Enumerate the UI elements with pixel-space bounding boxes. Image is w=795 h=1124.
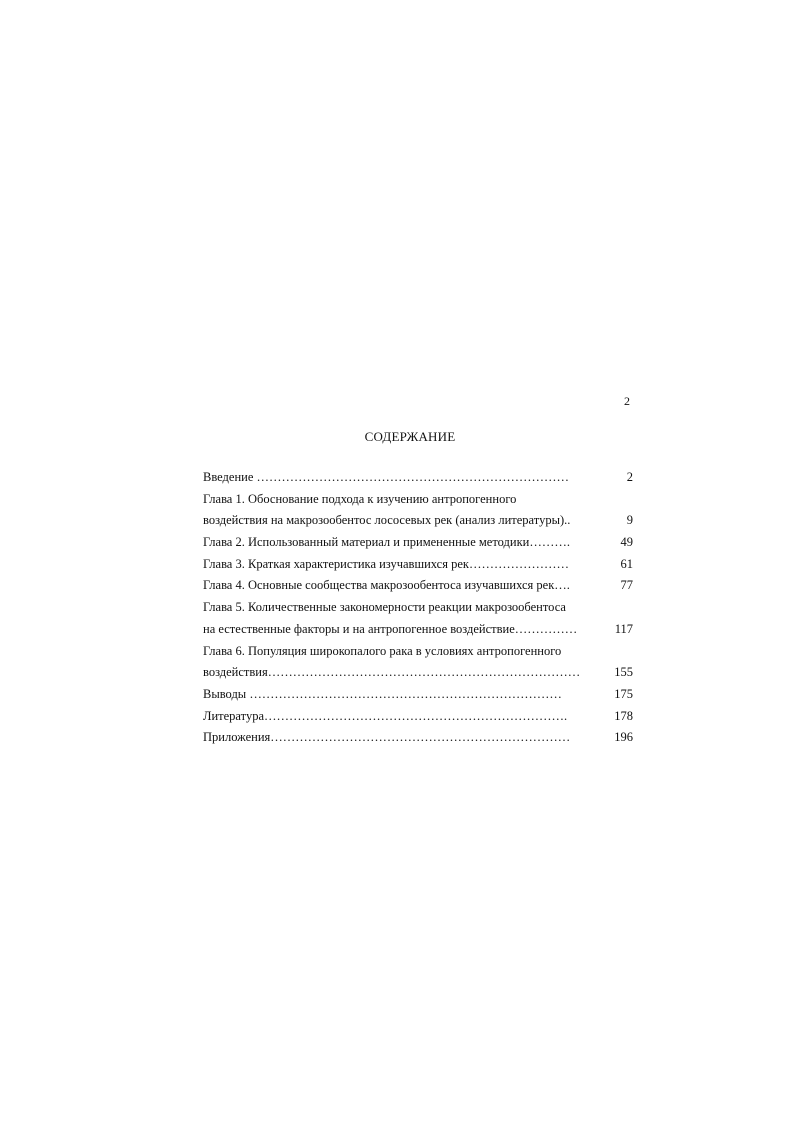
toc-entry-introduction [203, 467, 633, 489]
toc-entry-text: Глава 1. Обоснование подхода к изучению антропогенного [203, 491, 517, 506]
toc-entry-chapter-2 [203, 532, 633, 554]
toc-entry-chapter-5-line-2 [203, 619, 633, 641]
toc-entry-text: Приложения……………………………………………………………… [203, 730, 571, 745]
toc-entry-chapter-6-line-1 [203, 641, 633, 663]
toc-entry-chapter-1-line-1 [203, 489, 633, 511]
toc-entry-text: Выводы ………………………………………………………………… [203, 686, 562, 701]
toc-entry-text: Литература………………………………………………………………. [203, 708, 568, 723]
toc-entry-text: Глава 3. Краткая характеристика изучавшихся рек…………………… [203, 556, 569, 571]
toc-entry-text: воздействия………………………………………………………………… [203, 665, 581, 680]
toc-entry-page: 61 [620, 556, 633, 571]
toc-entry-text: Глава 4. Основные сообщества макрозообентоса изучавшихся рек…. [203, 578, 570, 593]
page-number: 2 [624, 394, 630, 408]
toc-entry-page: 155 [614, 665, 633, 680]
toc-entry-literature [203, 706, 633, 728]
toc-entry-conclusions [203, 684, 633, 706]
toc-entry-text: Глава 5. Количественные закономерности реакции макрозообентоса [203, 600, 566, 615]
toc-entry-page: 9 [626, 513, 633, 528]
table-of-contents [203, 467, 633, 749]
toc-entry-text: Глава 2. Использованный материал и примененные методики………. [203, 535, 570, 550]
toc-entry-chapter-3 [203, 554, 633, 576]
toc-entry-chapter-1-line-2 [203, 510, 633, 532]
toc-entry-page: 196 [614, 730, 633, 745]
toc-entry-appendices [203, 727, 633, 749]
toc-entry-page: 77 [620, 578, 633, 593]
toc-entry-text: Глава 6. Популяция широкопалого рака в условиях антропогенного [203, 643, 562, 658]
toc-entry-text: Введение ………………………………………………………………… [203, 470, 570, 484]
toc-entry-chapter-5-line-1 [203, 597, 633, 619]
toc-entry-page: 175 [614, 686, 633, 701]
toc-entry-text: воздействия на макрозообентос лососевых рек (анализ литературы).. [203, 513, 571, 528]
toc-entry-chapter-4 [203, 575, 633, 597]
page-title: СОДЕРЖАНИЕ [364, 429, 456, 444]
toc-entry-page: 178 [614, 708, 633, 723]
toc-entry-page: 49 [620, 535, 633, 550]
toc-entry-text: на естественные факторы и на антропогенное воздействие…………… [203, 621, 578, 636]
toc-entry-chapter-6-line-2 [203, 662, 633, 684]
toc-entry-page: 117 [614, 621, 633, 636]
toc-entry-page: 2 [626, 470, 633, 484]
